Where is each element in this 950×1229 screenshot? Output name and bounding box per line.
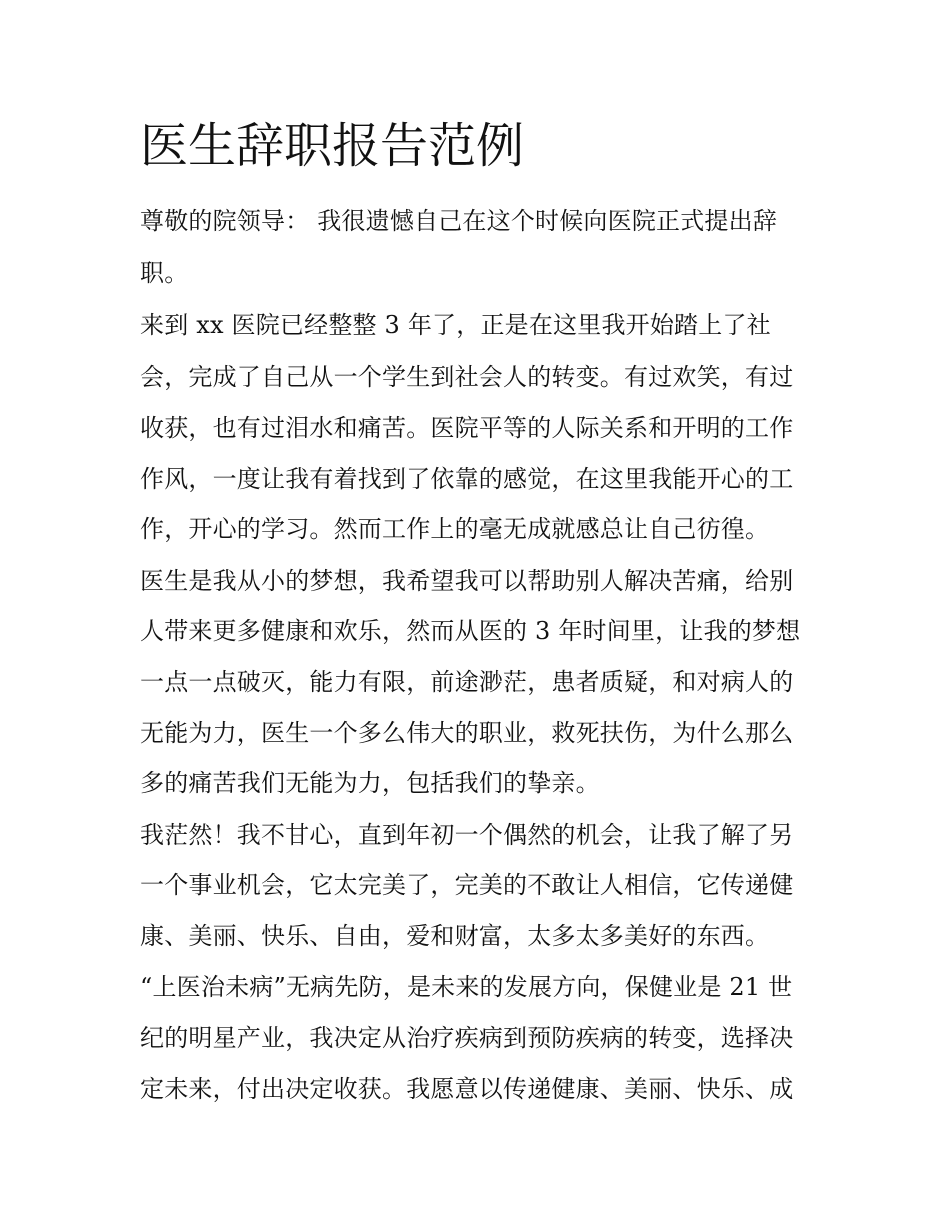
body-line: 收获，也有过泪水和痛苦。医院平等的人际关系和开明的工作 — [140, 414, 794, 442]
body-line: “上医治未病”无病先防，是未来的发展方向，保健业是 21 世 — [140, 973, 793, 1001]
body-line: 尊敬的院领导： 我很遗憾自己在这个时候向医院正式提出辞 — [140, 207, 778, 235]
body-line: 一个事业机会，它太完美了，完美的不敢让人相信，它传递健 — [140, 871, 794, 899]
body-line: 会，完成了自己从一个学生到社会人的转变。有过欢笑，有过 — [140, 363, 794, 391]
body-line: 来到 xx 医院已经整整 3 年了，正是在这里我开始踏上了社 — [140, 311, 771, 339]
body-line: 作，开心的学习。然而工作上的毫无成就感总让自己彷徨。 — [140, 515, 770, 543]
body-line: 一点一点破灭，能力有限，前途渺茫，患者质疑，和对病人的 — [140, 668, 794, 696]
body-line: 作风，一度让我有着找到了依靠的感觉，在这里我能开心的工 — [140, 465, 794, 493]
body-line: 医生是我从小的梦想，我希望我可以帮助别人解决苦痛，给别 — [140, 567, 794, 595]
body-line: 无能为力，医生一个多么伟大的职业，救死扶伤，为什么那么 — [140, 719, 794, 747]
document-title: 医生辞职报告范例 — [140, 118, 525, 174]
body-line: 纪的明星产业，我决定从治疗疾病到预防疾病的转变，选择决 — [140, 1024, 794, 1052]
body-line: 多的痛苦我们无能为力，包括我们的挚亲。 — [140, 769, 600, 797]
body-line: 我茫然！我不甘心，直到年初一个偶然的机会，让我了解了另 — [140, 821, 794, 849]
body-line: 职。 — [140, 259, 189, 287]
body-line: 定未来，付出决定收获。我愿意以传递健康、美丽、快乐、成 — [140, 1075, 794, 1103]
body-line: 人带来更多健康和欢乐，然而从医的 3 年时间里，让我的梦想 — [140, 617, 801, 645]
body-line: 康、美丽、快乐、自由，爱和财富，太多太多美好的东西。 — [140, 922, 770, 950]
